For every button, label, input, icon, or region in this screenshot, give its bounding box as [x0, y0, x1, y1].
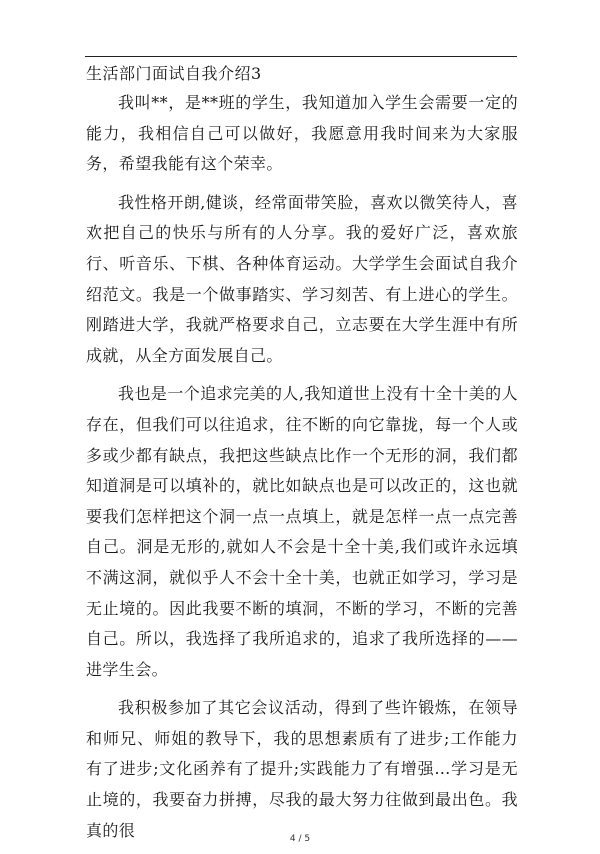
paragraph-4: 我积极参加了其它会议活动，得到了些许锻炼，在领导和师兄、师姐的教导下，我的思想素质有了进步;工作能力有了进步;文化函养有了提升;实践能力了有增强…学习是无止境的，我要奋力拼搏，尽我的最大努力往做到最出色。我真的很 [86, 698, 518, 840]
body-text [86, 88, 518, 854]
paragraph-3: 我也是一个追求完美的人,我知道世上没有十全十美的人存在，但我们可以往追求，往不断的向它靠拢，每一个人或多或少都有缺点，我把这些缺点比作一个无形的洞，我们都知道洞是可以填补的，就比如缺点也是可以改正的，这也就要我们怎样把这个洞一点一点填上，就是怎样一点一点完善自己。洞是无形的,就如人不会是十全十美,我们或许永远填不满这洞，就似乎人不会十全十美，也就正如学习，学习是无止境的。因此我要不断的填洞，不断的学习，不断的完善自己。所以，我选择了我所追求的，追求了我所选择的——进学生会。 [86, 384, 518, 679]
paragraph-2: 我性格开朗,健谈，经常面带笑脸，喜欢以微笑待人，喜欢把自己的快乐与所有的人分享。我的爱好广泛，喜欢旅行、听音乐、下棋、各种体育运动。大学学生会面试自我介绍范文。我是一个做事踏实、学习刻苦、有上进心的学生。刚踏进大学，我就严格要求自己，立志要在大学生涯中有所成就，从全方面发展自己。 [86, 192, 518, 365]
section-title: 生活部门面试自我介绍3 [86, 64, 262, 83]
page-number: 4 / 5 [289, 834, 311, 844]
paragraph-1: 我叫**，是**班的学生，我知道加入学生会需要一定的能力，我相信自己可以做好，我愿意用我时间来为大家服务，希望我能有这个荣幸。 [86, 93, 518, 174]
header-rule [85, 56, 517, 57]
